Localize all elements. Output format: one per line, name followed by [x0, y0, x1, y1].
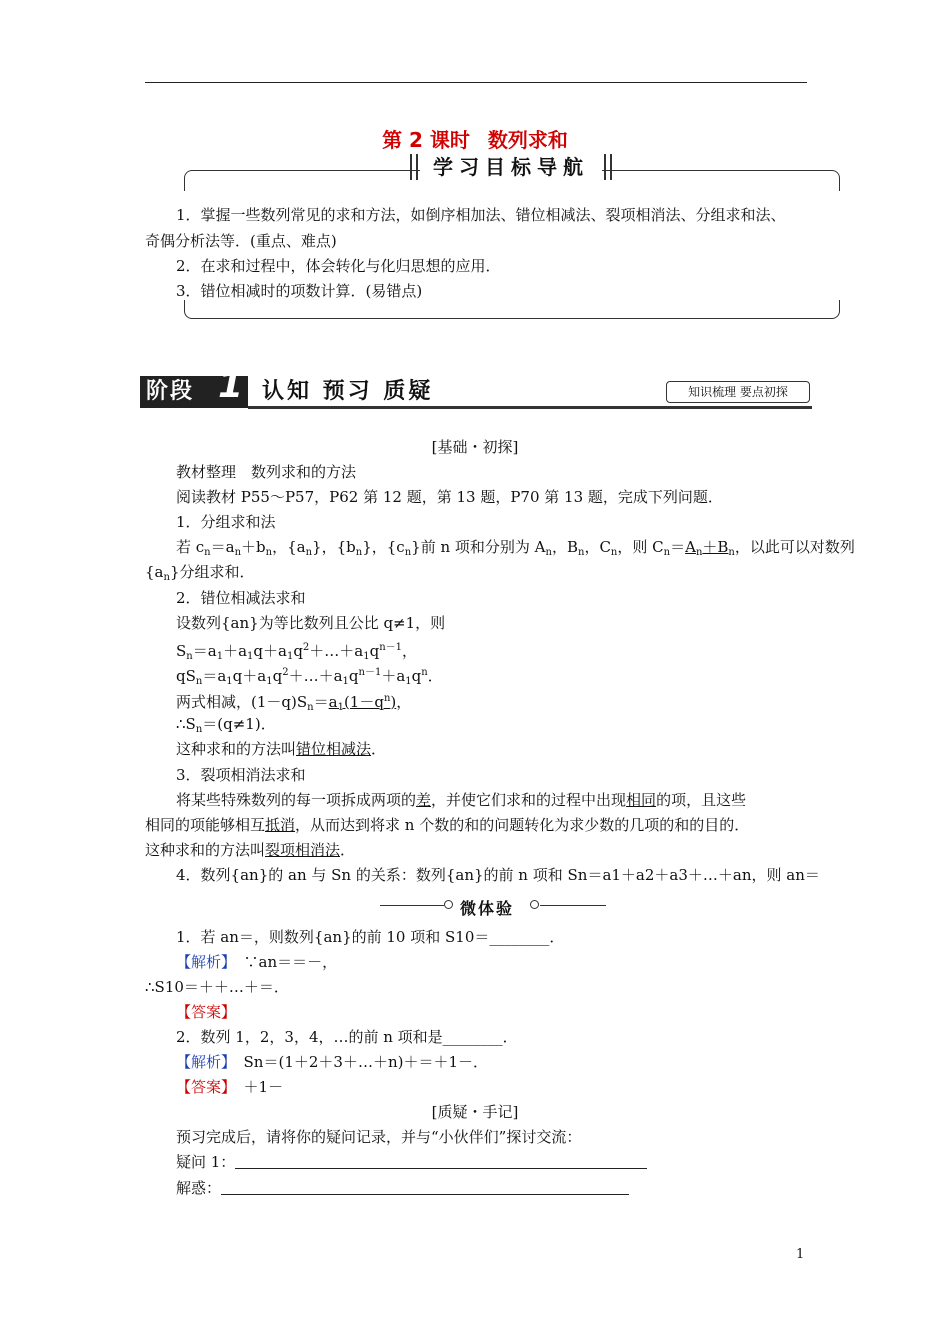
micro-rule-right [540, 905, 606, 906]
section-basic-heading: [基础・初探] [431, 438, 519, 456]
exercise-2-analysis: 【解析】 Sn＝(1＋2＋3＋…＋n)＋＝＋1－． [176, 1053, 489, 1071]
micro-experience-heading [380, 897, 606, 918]
notes-intro: 预习完成后，请将你的疑问记录，并与“小伙伴们”探讨交流： [176, 1128, 582, 1146]
method-3-line-1: 将某些特殊数列的每一项拆成两项的差，并使它们求和的过程中出现相同的项，且这些 [176, 791, 747, 809]
method-4-line: 4．数列{an}的 an 与 Sn 的关系：数列{an}的前 n 项和 Sn＝a1＋a2＋a3＋…＋an，则 an＝ [176, 866, 820, 884]
answer-row [176, 1178, 629, 1198]
method-2-result: $\therefore S_n=(q\ne 1)$． [176, 715, 276, 735]
lesson-number: 第 2 课时 [382, 128, 470, 152]
exercise-2-answer: 【答案】 ＋1－ [176, 1078, 284, 1096]
goal-line-2: 奇偶分析法等．(重点、难点) [145, 232, 337, 250]
exercise-1-work: ∴S10＝＋＋…＋＝． [145, 978, 289, 996]
micro-circle-left [444, 900, 453, 909]
stage-badge [140, 365, 248, 408]
micro-title: 微体验 [460, 899, 515, 918]
goals-frame-bottom [184, 300, 840, 319]
method-3-answer: 裂项相消法 [265, 841, 341, 859]
method-2-subtract: 两式相减，$(1-q)S_n=a_1(1-q^n)$， [176, 693, 412, 713]
stage-tag: 知识梳理 要点初探 [666, 381, 810, 403]
method-3-title: 3．裂项相消法求和 [176, 766, 306, 784]
method-1-line-1: 若 $c_n=a_n+b_n$，$\{a_n\}$，$\{b_n\}$，$\{c_n\}$前 n 项和分别为 $A_n$，$B_n$，$C_n$，则 $C_n=A_n+B_n$，以此可以对数列 [176, 538, 855, 558]
stage-banner [140, 365, 812, 408]
method-1-line-2: $\{a_n\}$分组求和． [145, 563, 255, 583]
method-2-answer: 错位相减法 [296, 740, 372, 758]
top-rule [145, 82, 807, 83]
question-1-label: 疑问 1： [176, 1153, 236, 1171]
material-heading: 教材整理 数列求和的方法 [176, 463, 357, 481]
page-number: 1 [796, 1247, 805, 1262]
answer-label: 解惑： [176, 1179, 222, 1197]
goals-label: 学习目标导航 [420, 152, 602, 182]
method-2-title: 2．错位相减法求和 [176, 589, 306, 607]
lesson-topic: 数列求和 [487, 128, 568, 152]
stage-number: 1 [218, 365, 244, 406]
stage-rule [248, 406, 812, 409]
learning-goals-header [184, 152, 840, 190]
analysis-tag: 【解析】 [176, 953, 229, 971]
micro-circle-right [530, 900, 539, 909]
method-2-sn: $S_n=a_1+a_1q+a_1q^2+\dots+a_1q^{n-1}$， [176, 642, 418, 662]
exercise-2-question: 2．数列 1，2，3，4，…的前 n 项和是________． [176, 1028, 518, 1046]
method-2-qsn: $qS_n=a_1q+a_1q^2+\dots+a_1q^{n-1}+a_1q^n$． [176, 667, 443, 687]
answer-blank[interactable] [221, 1180, 629, 1195]
exercise-1-analysis: 【解析】 ∵an＝＝－， [176, 953, 338, 971]
stage-title: 认知 预习 质疑 [262, 379, 434, 404]
method-2-setup: 设数列{an}为等比数列且公比 q≠1，则 [176, 614, 446, 632]
method-2-conclusion: 这种求和的方法叫错位相减法． [176, 740, 387, 758]
goal-line-1: 1．掌握一些数列常见的求和方法，如倒序相加法、错位相减法、裂项相消法、分组求和法、 [176, 206, 786, 224]
exercise-1-question: 1．若 an＝，则数列{an}的前 10 项和 S10＝________． [176, 928, 565, 946]
notes-section-heading: [质疑・手记] [431, 1103, 519, 1121]
question-1-row [176, 1152, 647, 1172]
answer-tag: 【答案】 [176, 1003, 237, 1021]
stage-word: 阶段 [146, 379, 195, 404]
material-reading: 阅读教材 P55～P57，P62 第 12 题，第 13 题，P70 第 13 题，完成下列问题． [176, 488, 723, 506]
micro-rule-left [380, 905, 444, 906]
question-1-blank[interactable] [235, 1154, 647, 1169]
goal-line-4: 3．错位相减时的项数计算．(易错点) [176, 282, 423, 300]
exercise-1-answer [176, 1002, 236, 1022]
method-3-line-3: 这种求和的方法叫裂项相消法． [145, 841, 356, 859]
lesson-title [0, 124, 950, 153]
method-1-title: 1．分组求和法 [176, 513, 276, 531]
method-3-line-2: 相同的项能够相互抵消，从而达到将求 n 个数的和的问题转化为求少数的几项的和的目的． [145, 816, 750, 834]
goal-line-3: 2．在求和过程中，体会转化与化归思想的应用． [176, 257, 501, 275]
